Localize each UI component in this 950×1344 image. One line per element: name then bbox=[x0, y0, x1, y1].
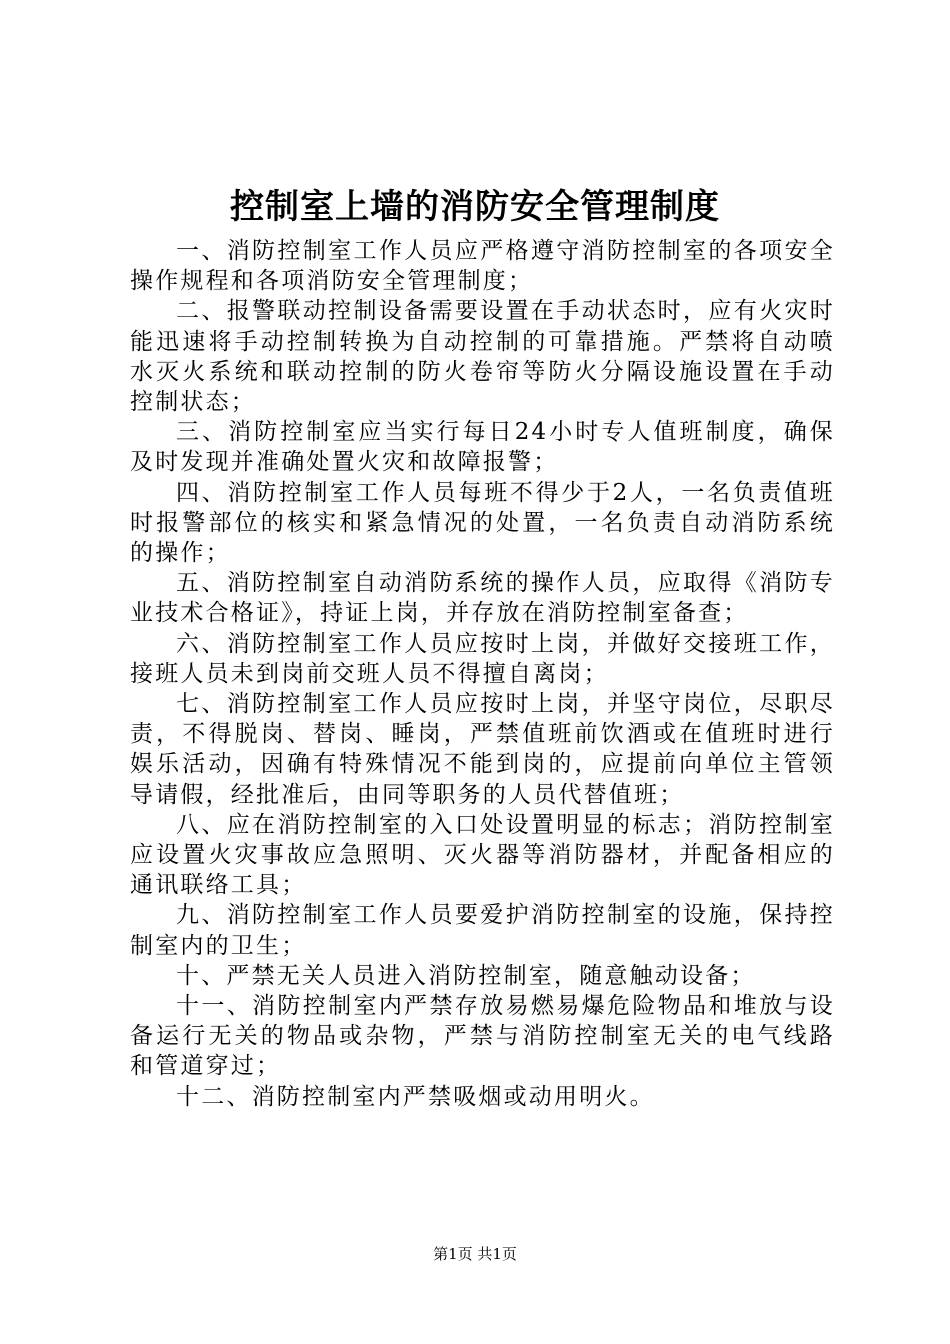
paragraph-12: 十二、消防控制室内严禁吸烟或动用明火。 bbox=[176, 1083, 655, 1110]
paragraph-11: 十一、消防控制室内严禁存放易燃易爆危险物品和堆放与设备运行无关的物品或杂物，严禁与消防控制室无关的电气线路和管道穿过； bbox=[130, 993, 835, 1080]
document-title: 控制室上墙的消防安全管理制度 bbox=[230, 187, 720, 227]
paragraph-8: 八、应在消防控制室的入口处设置明显的标志；消防控制室应设置火灾事故应急照明、灭火器等消防器材，并配备相应的通讯联络工具； bbox=[130, 811, 835, 899]
paragraph-7: 七、消防控制室工作人员应按时上岗，并坚守岗位，尽职尽责，不得脱岗、替岗、睡岗，严禁值班前饮酒或在值班时进行娱乐活动，因确有特殊情况不能到岗的，应提前向单位主管领导请假，经批准后，由同等职务的人员代替值班； bbox=[130, 691, 835, 808]
paragraph-6: 六、消防控制室工作人员应按时上岗，并做好交接班工作，接班人员未到岗前交班人员不得擅自离岗； bbox=[130, 630, 835, 687]
document-body bbox=[130, 236, 835, 1112]
paragraph-2: 二、报警联动控制设备需要设置在手动状态时，应有火灾时能迅速将手动控制转换为自动控制的可靠措施。严禁将自动喷水灭火系统和联动控制的防火卷帘等防火分隔设施设置在手动控制状态； bbox=[130, 298, 835, 416]
paragraph-5: 五、消防控制室自动消防系统的操作人员，应取得《消防专业技术合格证》，持证上岗，并存放在消防控制室备查； bbox=[130, 570, 835, 627]
paragraph-9: 九、消防控制室工作人员要爱护消防控制室的设施，保持控制室内的卫生； bbox=[130, 902, 835, 959]
paragraph-4: 四、消防控制室工作人员每班不得少于2人，一名负责值班时报警部位的核实和紧急情况的处置，一名负责自动消防系统的操作； bbox=[130, 479, 835, 567]
paragraph-1: 一、消防控制室工作人员应严格遵守消防控制室的各项安全操作规程和各项消防安全管理制度； bbox=[130, 238, 835, 295]
paragraph-10: 十、严禁无关人员进入消防控制室，随意触动设备； bbox=[176, 962, 756, 989]
paragraph-3: 三、消防控制室应当实行每日24小时专人值班制度，确保及时发现并准确处置火灾和故障报警； bbox=[130, 419, 835, 476]
page-footer: 第1页 共1页 bbox=[433, 1245, 517, 1263]
